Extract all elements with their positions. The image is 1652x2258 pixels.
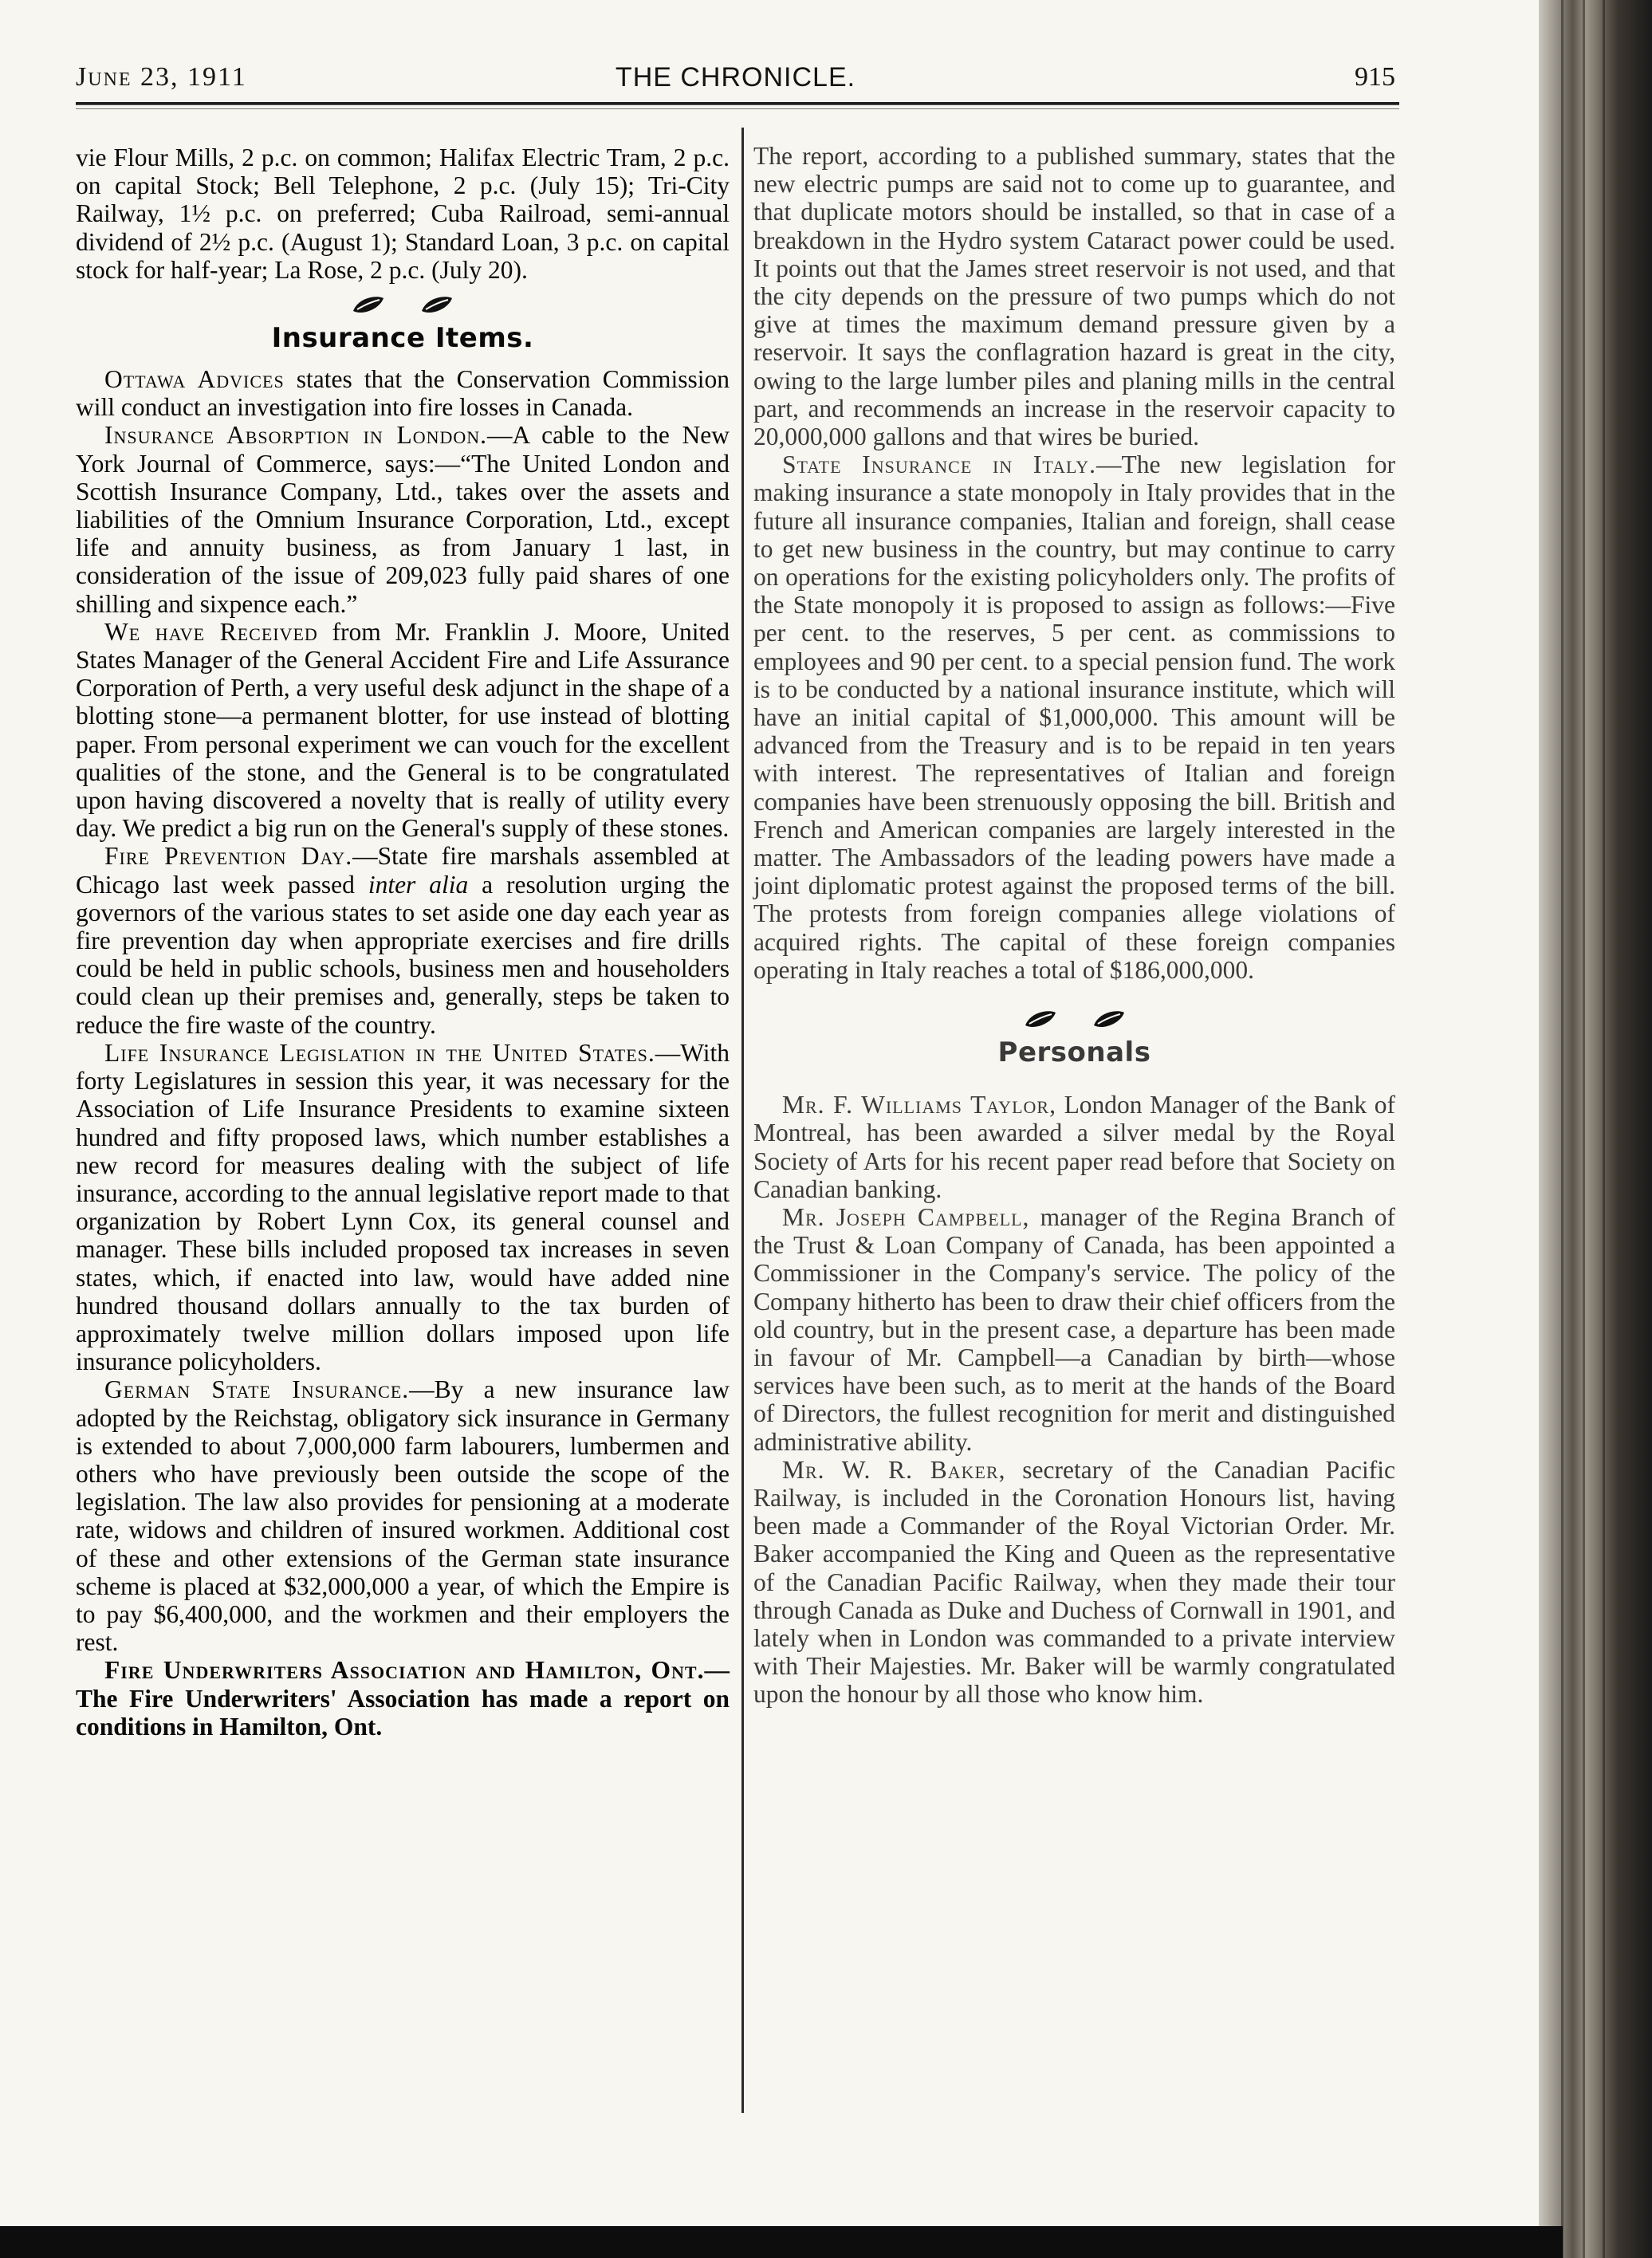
binding-line	[1561, 0, 1564, 2258]
leaf-ornament-icon	[351, 293, 386, 316]
article-lead: We have Received	[104, 617, 318, 646]
binding-line	[1603, 0, 1605, 2258]
page-number: 915	[1355, 62, 1395, 92]
binding-line	[1583, 0, 1585, 2258]
leaf-ornament-icon	[1092, 1008, 1127, 1030]
article-williams-taylor	[753, 1091, 1395, 1203]
article-fire-prevention-day	[76, 842, 730, 1038]
left-column	[76, 144, 730, 1741]
article-body: —State fire marshals assembled at Chicago last week passed	[76, 842, 730, 899]
ornament-divider	[76, 290, 730, 319]
article-lead: State Insurance in Italy.	[782, 450, 1096, 479]
leaf-ornament-icon	[419, 293, 454, 316]
article-ottawa-advices	[76, 365, 730, 421]
header-rule-thin	[76, 108, 1399, 109]
column-divider	[741, 128, 744, 2113]
article-fire-underwriters-hamilton	[76, 1656, 730, 1741]
article-body: a resolution urging the governors of the various states to set aside one day each year as fire prevention day when appropriate exercises and fire drills could be held in public schools, business men and householders could clean up their premises and, generally, steps be taken to reduce the fire waste of the country.	[76, 870, 730, 1039]
section-heading-insurance-items: Insurance Items.	[271, 322, 534, 355]
article-german-state-insurance	[76, 1375, 730, 1656]
article-lead: Fire Underwriters Association and Hamilton, Ont.	[104, 1656, 705, 1685]
article-body: London Manager of the Bank of Montreal, has been awarded a silver medal by the Royal Society of Arts for his recent paper read before that Society on Canadian banking.	[753, 1091, 1396, 1203]
article-lead: Mr. W. R. Baker,	[782, 1455, 1006, 1484]
article-lead: Fire Prevention Day.	[104, 842, 353, 871]
article-state-insurance-italy	[753, 450, 1395, 984]
publication-title: THE CHRONICLE.	[615, 62, 856, 92]
article-lead: Insurance Absorption in London.	[104, 421, 488, 450]
right-column	[753, 142, 1395, 1709]
article-body: secretary of the Canadian Pacific Railway, is included in the Coronation Honours list, having been made a Commander of the Royal Victorian Order. Mr. Baker accompanied the King and Queen as the representative of the Canadian Pacific Railway, when they made their tour through Canada as Duke and Duchess of Cornwall in 1901, and lately when in London was commanded to a private interview with Their Majesties. Mr. Baker will be warmly congratulated upon the honour by all those who know him.	[753, 1455, 1395, 1709]
article-body: —With forty Legislatures in session this year, it was necessary for the Association of Life Insurance Presidents to examine sixteen hundred and fifty proposed laws, which number establishes a new record for measures dealing with the subject of life insurance, according to the annual legislative report made to that organization by Robert Lynn Cox, its general counsel and manager. These bills included proposed tax increases in seven states, which, if enacted into law, would have added nine hundred thousand dollars annually to the tax burden of approximately twelve million dollars imposed upon life insurance policyholders.	[76, 1038, 730, 1376]
article-life-insurance-legislation	[76, 1039, 730, 1375]
continued-paragraph: The report, according to a published summary, states that the new electric pumps are said not to come up to guarantee, and that duplicate motors should be installed, so that in case of a breakdown in the Hydro system Cataract power could be used. It points out that the James street reservoir is not used, and that the city depends on the pressure of two pumps which do not give at times the maximum demand pressure given by a reservoir. It says the conflagration hazard is great in the city, owing to the large lumber piles and planing mills in the central part, and recommends an increase in the reservoir capacity to 20,000,000 gallons and that wires be buried.	[753, 142, 1395, 451]
article-body: —The Fire Underwriters' Association has made a report on conditions in Hamilton, Ont.	[76, 1656, 730, 1741]
scan-bottom-edge	[0, 2226, 1563, 2258]
leaf-ornament-icon	[1023, 1008, 1058, 1030]
ornament-divider	[753, 1005, 1395, 1033]
article-w-r-baker	[753, 1456, 1395, 1709]
article-blotting-stone	[76, 618, 730, 843]
issue-date: June 23, 1911	[76, 62, 247, 92]
book-binding-edge	[1539, 0, 1652, 2258]
article-lead: Life Insurance Legislation in the United States.	[104, 1038, 655, 1067]
article-body: —A cable to the New York Journal of Commerce, says:—“The United London and Scottish Insurance Company, Ltd., takes over the assets and liabilities of the Omnium Insurance Corporation, Ltd., except life and annuity business, as from January 1 last, in consideration of the issue of 209,023 fully paid shares of one shilling and sixpence each.”	[76, 421, 730, 618]
article-lead: Mr. F. Williams Taylor,	[782, 1091, 1056, 1119]
header-rule	[76, 102, 1399, 105]
continued-paragraph: vie Flour Mills, 2 p.c. on common; Halifax Electric Tram, 2 p.c. on capital Stock; Bell Telephone, 2 p.c. (July 15); Tri-City Railway, 1½ p.c. on preferred; Cuba Railroad, semi-annual dividend of 2½ p.c. (August 1); Standard Loan, 3 p.c. on capital stock for half-year; La Rose, 2 p.c. (July 20).	[76, 144, 730, 284]
article-body: —The new legislation for making insurance a state monopoly in Italy provides that in the future all insurance companies, Italian and foreign, shall cease to get new business in the country, but may continue to carry on operations for the existing policyholders only. The profits of the State monopoly it is proposed to assign as follows:—Five per cent. to the reserves, 5 per cent. as commissions to employees and 90 per cent. to a special pension fund. The work is to be conducted by a national insurance institute, which will have an initial capital of $1,000,000. This amount will be advanced from the Treasury and is to be repaid in ten years with interest. The representatives of Italian and foreign companies have been strenuously opposing the bill. British and French and American companies are largely interested in the matter. The Ambassadors of the leading powers have made a joint diplomatic protest against the proposed terms of the bill. The protests from foreign companies allege violations of acquired rights. The capital of these foreign companies operating in Italy reaches a total of $186,000,000.	[753, 450, 1395, 984]
section-heading-personals: Personals	[997, 1037, 1151, 1069]
article-joseph-campbell	[753, 1203, 1395, 1456]
article-body: from Mr. Franklin J. Moore, United States Manager of the General Accident Fire and Life Assurance Corporation of Perth, a very useful desk adjunct in the shape of a blotting stone—a permanent blotter, for use instead of blotting paper. From personal experiment we can vouch for the excellent qualities of the stone, and the General is to be congratulated upon having discovered a novelty that is really of utility every day. We predict a big run on the General's supply of these stones.	[76, 617, 730, 843]
article-body: states that the Conservation Commission will conduct an investigation into fire losses in Canada.	[76, 365, 730, 422]
article-lead: Mr. Joseph Campbell,	[782, 1202, 1030, 1231]
article-lead: German State Insurance.	[104, 1375, 410, 1404]
article-lead: Ottawa Advices	[104, 365, 285, 394]
article-italic-phrase: inter alia	[368, 870, 469, 899]
page-header	[76, 60, 1395, 108]
article-body: manager of the Regina Branch of the Trust & Loan Company of Canada, has been appointed a Commissioner in the Company's service. The policy of the Company hitherto has been to draw their chief officers from the old country, but in the present case, a departure has been made in favour of Mr. Campbell—a Canadian by birth—whose services have been such, as to merit at the hands of the Board of Directors, the fullest recognition for merit and distinguished administrative ability.	[753, 1202, 1395, 1456]
article-body: —By a new insurance law adopted by the Reichstag, obligatory sick insurance in Germany is extended to about 7,000,000 farm labourers, lumbermen and others who have previously been outside the scope of the legislation. The law also provides for pensioning at a moderate rate, widows and children of insured workmen. Additional cost of these and other extensions of the German state insurance scheme is placed at $32,000,000 a year, of which the Empire is to pay $6,400,000, and the workmen and their employers the rest.	[76, 1375, 730, 1657]
article-insurance-absorption	[76, 421, 730, 617]
